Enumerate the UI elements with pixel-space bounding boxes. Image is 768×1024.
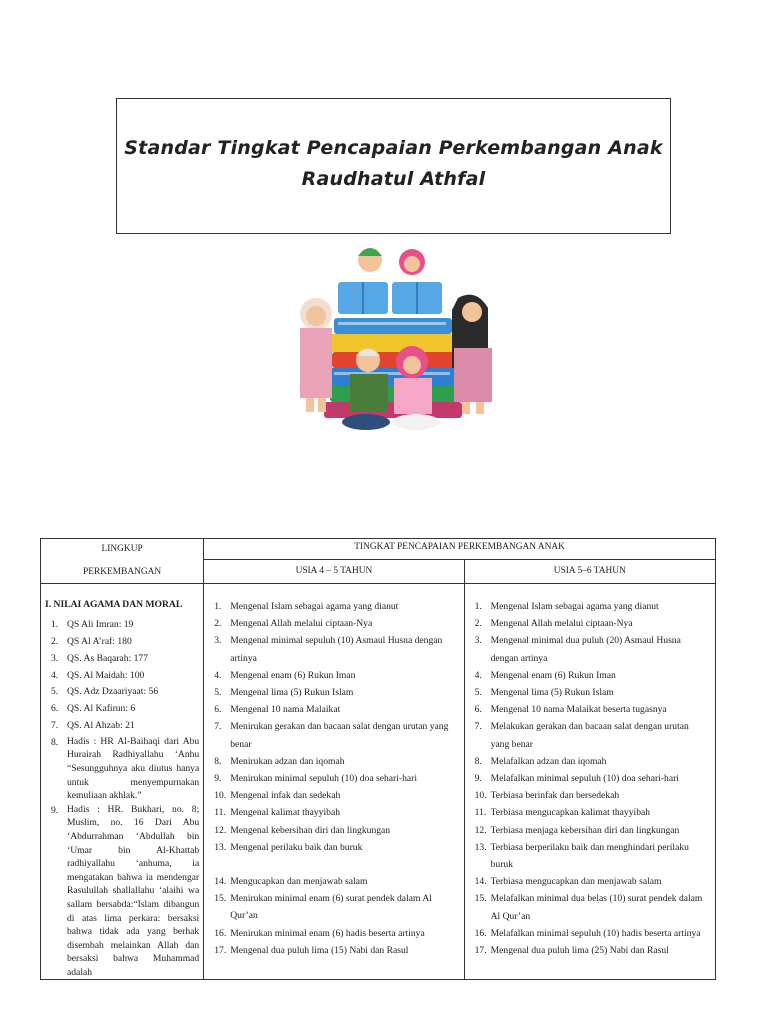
list-item: 1. Mengenal Islam sebagai agama yang dianut: [214, 601, 399, 612]
list-item: 1. Mengenal Islam sebagai agama yang dianut: [474, 601, 659, 612]
list-item: 17. Mengenal dua puluh lima (15) Nabi dan Rasul: [214, 944, 409, 956]
list-item: 15. Menirukan minimal enam (6) surat pendek dalam Al Qur’an: [214, 893, 432, 922]
list-item: 9. Hadis : HR. Bukhari, no. 8; Muslim, no. 16 Dari Abu ‘Abdurrahman ‘Abdullah bin ‘Umar bin Al-Khattab radhiyallahu ‘anhuma, ia mengatakan bahwa ia mendengar Rasulullah shallallahu ‘alaihi wa sallam bersabda:“Islam dibangun di atas lima perkara: bersaksi bahwa tidak ada yang berhak disembah melainkan Allah dan bersaksi bahwa Muhammad adalah: [51, 803, 200, 978]
list-item: 7. QS. Al Ahzab: 21: [51, 719, 135, 731]
list-item: 9. Melafalkan minimal sepuluh (10) doa sehari-hari: [474, 773, 679, 785]
list-item: 3. Mengenal minimal dua puluh (20) Asmaul Husna dengan artinya: [474, 635, 681, 664]
header-usia-4-5: USIA 4 – 5 TAHUN: [204, 560, 464, 584]
header-left-line-2: PERKEMBANGAN: [83, 567, 162, 578]
list-item: 2. Mengenal Allah melalui ciptaan-Nya: [214, 618, 373, 630]
dalil-list: [45, 617, 199, 979]
list-item: 4. QS. Al Maidah: 100: [51, 669, 145, 681]
header-left-line-1: LINGKUP: [101, 544, 143, 554]
list-item: 14. Terbiasa mengucapkan dan menjawab salam: [474, 876, 662, 888]
list-item: 1. QS Ali Imran: 19: [51, 619, 134, 631]
list-item: 4. Mengenal enam (6) Rukun Iman: [474, 669, 616, 681]
list-spacer: [208, 856, 457, 873]
list-item: 3. Mengenal minimal sepuluh (10) Asmaul Husna dengan artinya: [214, 635, 443, 664]
list-item: 6. QS. Al Kafirun: 6: [51, 703, 136, 715]
list-item: 8. Menirukan adzan dan iqomah: [214, 755, 345, 767]
list-item: 10. Terbiasa berinfak dan bersedekah: [474, 790, 620, 802]
usia-4-5-cell: [204, 584, 464, 980]
list-item: 12. Mengenal kebersihan diri dan lingkungan: [214, 824, 391, 836]
list-item: 10. Mengenal infak dan sedekah: [214, 790, 341, 802]
title-box: [116, 98, 671, 234]
header-tingkat-pencapaian: TINGKAT PENCAPAIAN PERKEMBANGAN ANAK: [204, 539, 716, 560]
list-item: 7. Menirukan gerakan dan bacaan salat dengan urutan yang benar: [214, 721, 449, 750]
document-title-line-2: Raudhatul Athfal: [301, 168, 486, 190]
stppa-table: [40, 538, 716, 980]
list-item: 14. Mengucapkan dan menjawab salam: [214, 876, 368, 888]
children-reading-illustration: [282, 238, 506, 432]
list-item: 11. Mengenal kalimat thayyibah: [214, 807, 340, 819]
list-item: 4. Mengenal enam (6) Rukun Iman: [214, 669, 356, 681]
list-item: 8. Hadis : HR Al-Baihaqi dari Abu Hurairah Radhiyallahu ‘Anhu “Sesungguhnya aku diutus hanya untuk menyempurnakan kemuliaan akhlak.”: [51, 735, 200, 802]
list-item: 8. Melafalkan adzan dan iqomah: [474, 755, 607, 767]
list-item: 15. Melafalkan minimal dua belas (10) surat pendek dalam Al Qur’an: [474, 893, 703, 922]
list-item: 12. Terbiasa menjaga kebersihan diri dan lingkungan: [474, 824, 680, 836]
list-item: 2. QS Al A’raf: 180: [51, 636, 132, 647]
list-item: 9. Menirukan minimal sepuluh (10) doa sehari-hari: [214, 773, 417, 785]
list-item: 5. QS. Adz Dzaariyaat: 56: [51, 686, 159, 698]
list-item: 16. Menirukan minimal enam (6) hadis beserta artinya: [214, 927, 425, 939]
usia-5-6-cell: [464, 584, 715, 980]
stppa-4-5-list: [208, 598, 457, 959]
list-item: 11. Terbiasa mengucapkan kalimat thayyibah: [474, 807, 651, 819]
list-item: 2. Mengenal Allah melalui ciptaan-Nya: [474, 618, 633, 630]
document-title-line-1: Standar Tingkat Pencapaian Perkembangan Anak: [124, 137, 663, 159]
stppa-5-6-list: [469, 598, 709, 959]
lingkup-cell: [41, 584, 204, 980]
list-item: 6. Mengenal 10 nama Malaikat beserta tugasnya: [474, 704, 667, 716]
header-usia-5-6: USIA 5–6 TAHUN: [464, 560, 715, 584]
list-item: 16. Melafalkan minimal sepuluh (10) hadis beserta artinya: [474, 927, 701, 939]
list-item: 3. QS. As Baqarah: 177: [51, 652, 149, 664]
list-item: 5. Mengenal lima (5) Rukun Islam: [214, 687, 354, 699]
list-item: 6. Mengenal 10 nama Malaikat: [214, 704, 341, 716]
header-lingkup-perkembangan: [41, 539, 204, 584]
list-item: 7. Melakukan gerakan dan bacaan salat dengan urutan yang benar: [474, 721, 689, 750]
list-item: 5. Mengenal lima (5) Rukun Islam: [474, 687, 614, 699]
section-title: I. NILAI AGAMA DAN MORAL: [45, 599, 183, 610]
list-item: 13. Mengenal perilaku baik dan buruk: [214, 841, 363, 853]
list-item: 13. Terbiasa berperilaku baik dan menghindari perilaku buruk: [474, 841, 689, 871]
list-item: 17. Mengenal dua puluh lima (25) Nabi dan Rasul: [474, 945, 669, 957]
